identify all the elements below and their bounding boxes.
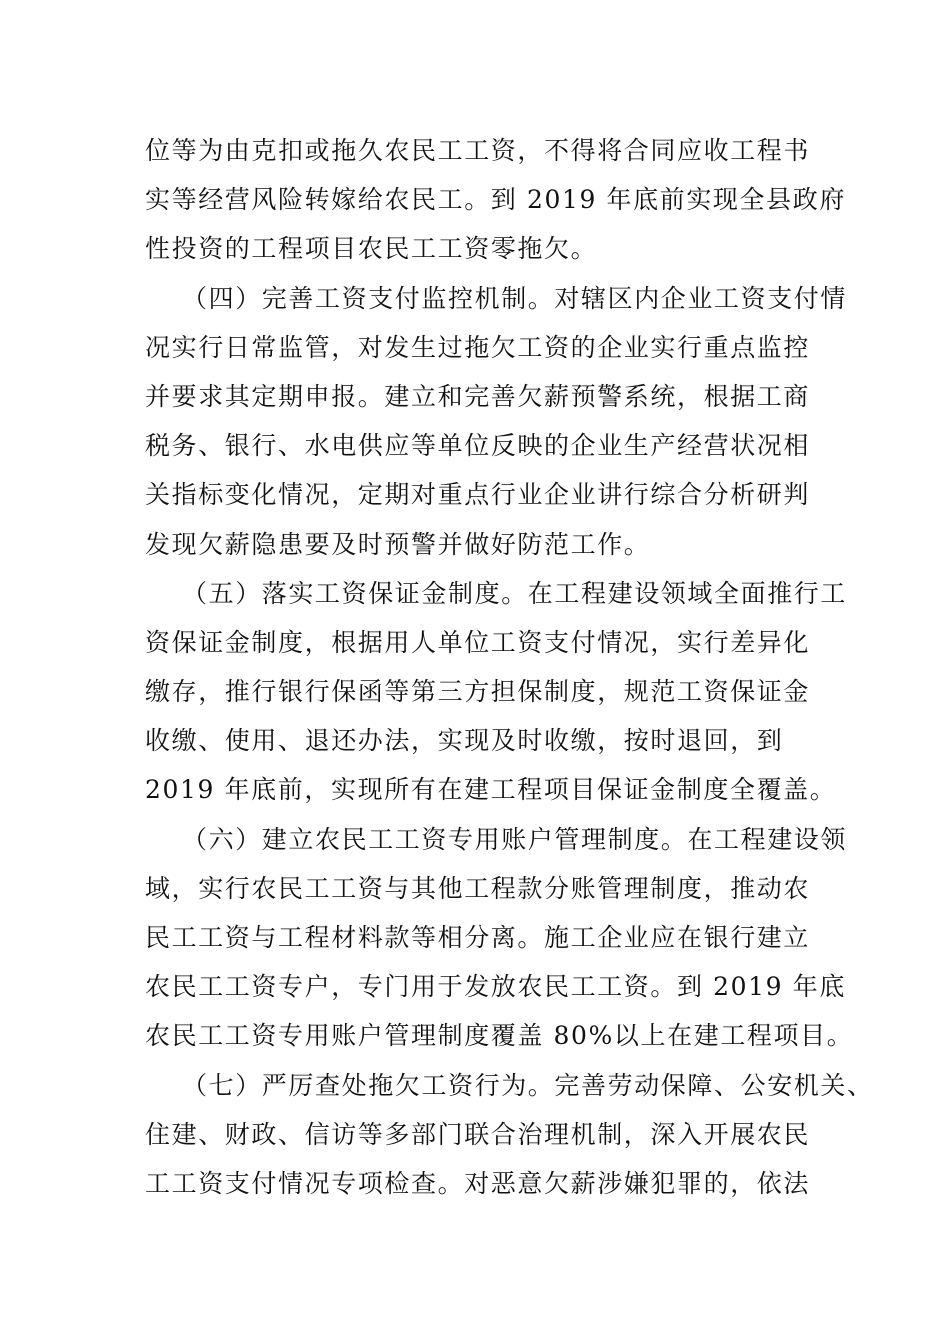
text-line: 民工工资与工程材料款等相分离。施工企业应在银行建立	[145, 923, 811, 952]
text-line: 农民工工资专用账户管理制度覆盖 80%以上在建工程项目。	[145, 1021, 854, 1051]
text-line: （四）完善工资支付监控机制。对辖区内企业工资支付情	[182, 283, 848, 313]
text-line: 实等经营风险转嫁给农民工。到 2019 年底前实现全县政府	[145, 185, 846, 215]
text-line: 况实行日常监管，对发生过拖欠工资的企业实行重点监控	[145, 332, 811, 362]
text-line: （六）建立农民工工资专用账户管理制度。在工程建设领	[182, 824, 848, 854]
text-line: 住建、财政、信访等多部门联合治理机制，深入开展农民	[145, 1119, 811, 1149]
text-line: 关指标变化情况，定期对重点行业企业讲行综合分析研判	[145, 480, 811, 510]
text-line: 农民工工资专户，专门用于发放农民工工资。到 2019 年底	[145, 972, 846, 1002]
text-line: 收缴、使用、退还办法，实现及时收缴，按时退回，到	[145, 726, 784, 756]
text-line: 域，实行农民工工资与其他工程款分账管理制度，推动农	[145, 873, 811, 903]
text-line: 并要求其定期申报。建立和完善欠薪预警系统，根据工商	[145, 381, 811, 411]
body-text	[145, 126, 874, 1208]
text-line: 缴存，推行银行保函等第三方担保制度，规范工资保证金	[145, 677, 811, 707]
text-line: 工工资支付情况专项检查。对恶意欠薪涉嫌犯罪的，依法	[145, 1168, 811, 1198]
text-line: 性投资的工程项目农民工工资零拖欠。	[145, 234, 598, 264]
text-line: （七）严厉查处拖欠工资行为。完善劳动保障、公安机关、	[182, 1070, 874, 1100]
text-line: 资保证金制度，根据用人单位工资支付情况，实行差异化	[145, 627, 811, 657]
text-line: 2019 年底前，实现所有在建工程项目保证金制度全覆盖。	[145, 775, 837, 805]
text-line: 发现欠薪隐患要及时预警并做好防范工作。	[145, 529, 651, 559]
text-line: （五）落实工资保证金制度。在工程建设领域全面推行工	[182, 578, 848, 608]
text-line: 位等为由克扣或拖久农民工工资，不得将合同应收工程书	[145, 136, 811, 165]
text-line: 税务、银行、水电供应等单位反映的企业生产经营状况相	[145, 431, 811, 461]
